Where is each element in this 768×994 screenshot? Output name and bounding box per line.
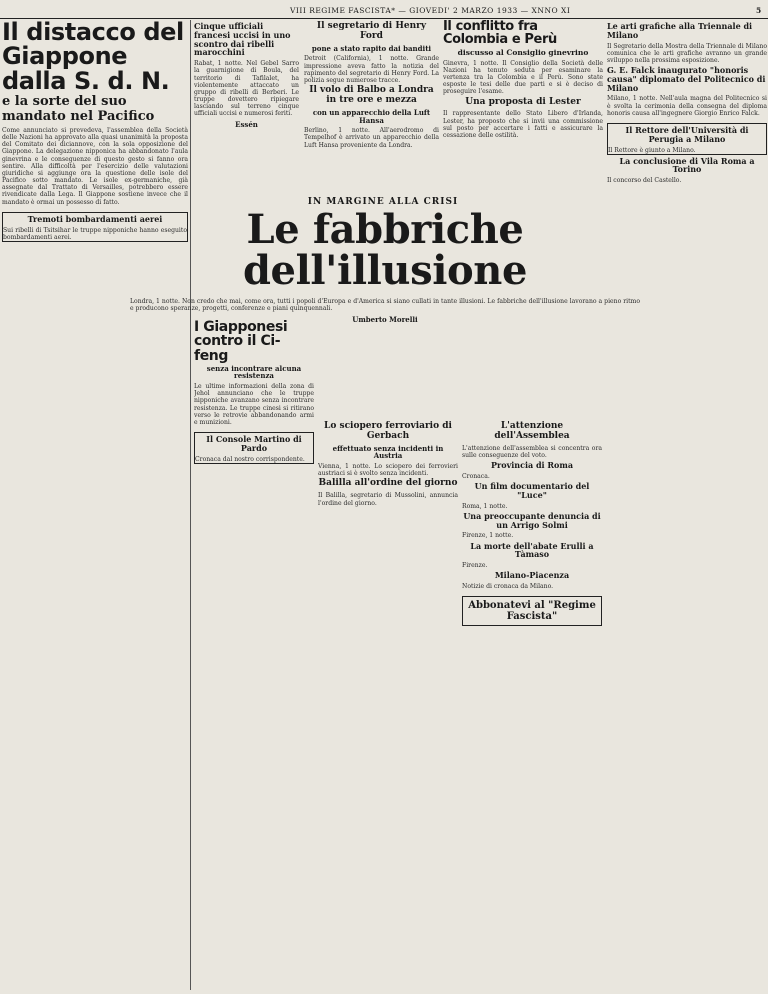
illusion-text: Londra, 1 notte. Non credo che mai, come ora, tutti i popoli d'Europa e d'America si siano cullati in tante illusioni. Le fabbriche dell'illusione lavorano a pieno ritmo e producono speranze, progetti, conferenze e piani quinquennali. (130, 297, 640, 312)
leticia-title: Una proposta di Lester (465, 96, 581, 107)
scissors-subtitle: effettuato senza incidenti in Austria (332, 443, 444, 461)
japan-article (2, 20, 188, 992)
berlin-text: Berlino, 1 notte. All'aerodromo di Tempelhof è arrivato un apparecchio della Luft Hansa proveniente da Londra. (304, 127, 439, 149)
bond-article (304, 20, 439, 205)
right-column (607, 20, 767, 992)
leticia-text: Il rappresentante dello Stato Libero d'Irlanda, Lester, ha proposto che si invii una commissione sul posto per accertare i fatti e assicurare la cessazione delle ostilità. (443, 110, 603, 139)
bond-subtitle: pone a stato rapito dai banditi (311, 43, 432, 53)
japan-aims-text: Le ultime informazioni della zona di Jehol annunciano che le truppe nipponiche avanzano senza incontrare resistenza. Le truppe cinesi si ritirano verso le retrovie abbandonando armi e munizioni. (194, 383, 314, 426)
japan-aims-subtitle: senza incontrare alcuna resistenza (206, 363, 302, 381)
page-number: 5 (756, 6, 762, 15)
masthead (0, 0, 768, 20)
box7-text: Firenze. (462, 562, 488, 570)
box7-title: La morte dell'abate Erulli a Tàmaso (470, 540, 594, 560)
scissors-title: Lo sciopero ferroviario di Gerbach (324, 421, 452, 441)
advert: Abbonatevi al "Regime Fascista" (462, 596, 602, 626)
japan-title: Il distacco del Giappone dalla S. d. N. (2, 20, 184, 95)
triennale-title: Le arti grafiche alla Triennale di Milano (607, 21, 753, 40)
mlp-text: Notizie di cronaca da Milano. (462, 583, 554, 591)
box5-text: Roma, 1 notte. (462, 502, 508, 510)
box4-text: Cronaca. (462, 472, 490, 480)
masthead-title: VIII REGIME FASCISTA* — GIOVEDI' 2 MARZO 1933 — XNNO XI (290, 6, 571, 15)
box2-text: Cronaca dal nostro corrispondente. (195, 455, 305, 463)
rifles-title: Balilla all'ordine del giorno (318, 478, 458, 489)
box3-text: Il Rettore è giunto a Milano. (608, 146, 696, 154)
dispatch-text: Rabat, 1 notte. Nel Gebel Sarro la guarnigione di Boula, del territorio di Tafilalet, ha violentemente attaccato un gruppo di ribelli di Berberi. Le truppe dovettero ripiegare lasciando sul terreno cinque ufficiali uccisi e numerosi feriti. (194, 60, 299, 118)
box6-text: Firenze, 1 notte. (462, 532, 514, 540)
peru-title: Il conflitto fra Colombia e Perù (443, 20, 557, 48)
attention-text: L'attenzione dell'assemblea si concentra ora sulle conseguenze del voto. (462, 444, 602, 459)
attention-title: L'attenzione dell'Assemblea (494, 421, 570, 441)
peru-text: Ginevra, 1 notte. Il Consiglio della Società delle Nazioni ha tenuto seduta per esaminare la vertenza tra la Colombia e il Perù. Sono state esposte le tesi delle due parti e si è deciso di proseguire l'esame. (443, 59, 603, 96)
falck-text: Milano, 1 notte. Nell'aula magna del Politecnico si è svolta la cerimonia della consegna del diploma honoris causa all'ingegnere Giorgio Enrico Falck. (607, 95, 767, 117)
illusion-article (130, 206, 640, 324)
berlin-title: Il volo di Balbo a Londra in tre ore e mezza (309, 85, 434, 105)
bond-text: Detroit (California), 1 notte. Grande impressione aveva fatto la notizia del rapimento del segretario di Henry Ford. La polizia segue numerose tracce. (304, 55, 439, 84)
middle-column (318, 420, 458, 990)
japan-text: Come annunciato si prevedeva, l'assemblea della Società delle Nazioni ha approvato alla quasi unanimità la proposta del Comitato dei diciannove, con la sola opposizione del Giappone. La delegazione nipponica ha abbandonato l'aula ginevrina e le conseguenze di questo gesto si fanno ora sentire. Alla difficoltà per l'esercizio delle valutazioni giuridiche si aggiunge ora la questione delle isole del Pacifico sotto mandato. Le isole ex-germaniche, già assegnate dal Trattato di Versailles, potrebbero essere rivendicate dalla Lega. Il Giappone sostiene invece che il mandato è ormai un possesso di fatto. (2, 127, 188, 206)
mlp-title: Milano-Piacenza (494, 570, 570, 581)
japan-aims-article (194, 320, 314, 990)
divider (190, 20, 191, 990)
box8-title: La conclusione di Vila Roma a Torino (619, 155, 755, 175)
bond-title: Il segretario di Henry Ford (316, 21, 427, 41)
box8-text: Il concorso del Castello. (607, 177, 682, 185)
box6-title: Una preoccupante denuncia di un Arrigo Solmi (463, 510, 601, 530)
illusion-author: Umberto Morelli (352, 314, 418, 324)
box5-title: Un film documentario del "Luce" (474, 481, 590, 500)
attention-column (462, 420, 602, 990)
rifles-text: Il Balilla, segretario di Mussolini, annuncia l'ordine del giorno. (318, 492, 458, 507)
scissors-text: Vienna, 1 notte. Lo sciopero dei ferrovieri austriaci si è svolto senza incidenti. (318, 463, 458, 478)
illusion-title: Le fabbriche dell'illusione (242, 206, 528, 294)
top-rule (0, 18, 768, 19)
japan-aims-title: I Giapponesi contro il Ci-feng (194, 320, 288, 364)
japan-subtitle: e la sorte del suo mandato nel Pacifico (2, 94, 155, 124)
box4-title: Provincia di Roma (491, 460, 573, 471)
dispatch-title: Cinque ufficiali francesi uccisi in uno scontro dai ribelli marocchini (194, 21, 291, 58)
triennale-text: Il Segretario della Mostra della Triennale di Milano comunica che le arti grafiche avranno un grande sviluppo nella prossima esposizione. (607, 42, 767, 64)
box3-title: Il Rettore dell'Università di Perugia a Milano (625, 124, 749, 144)
peru-subtitle: discusso al Consiglio ginevrino (457, 47, 589, 57)
crisis-eyebrow: IN MARGINE ALLA CRISI (307, 197, 459, 207)
box1-text: Sui ribelli di Tsitsihar le truppe nipponiche hanno eseguito bombardamenti aerei. (3, 226, 187, 241)
berlin-subtitle: con un apparecchio della Luft Hansa (312, 107, 431, 125)
dispatch-kicker: Essén (235, 120, 258, 130)
box2-title: Il Console Martino di Pardo (206, 434, 302, 453)
box1-title: Tremoti bombardamenti aerei (27, 213, 163, 224)
falck-title: G. E. Falck inaugurato "honoris causa" diplomato del Politecnico di Milano (607, 65, 766, 93)
